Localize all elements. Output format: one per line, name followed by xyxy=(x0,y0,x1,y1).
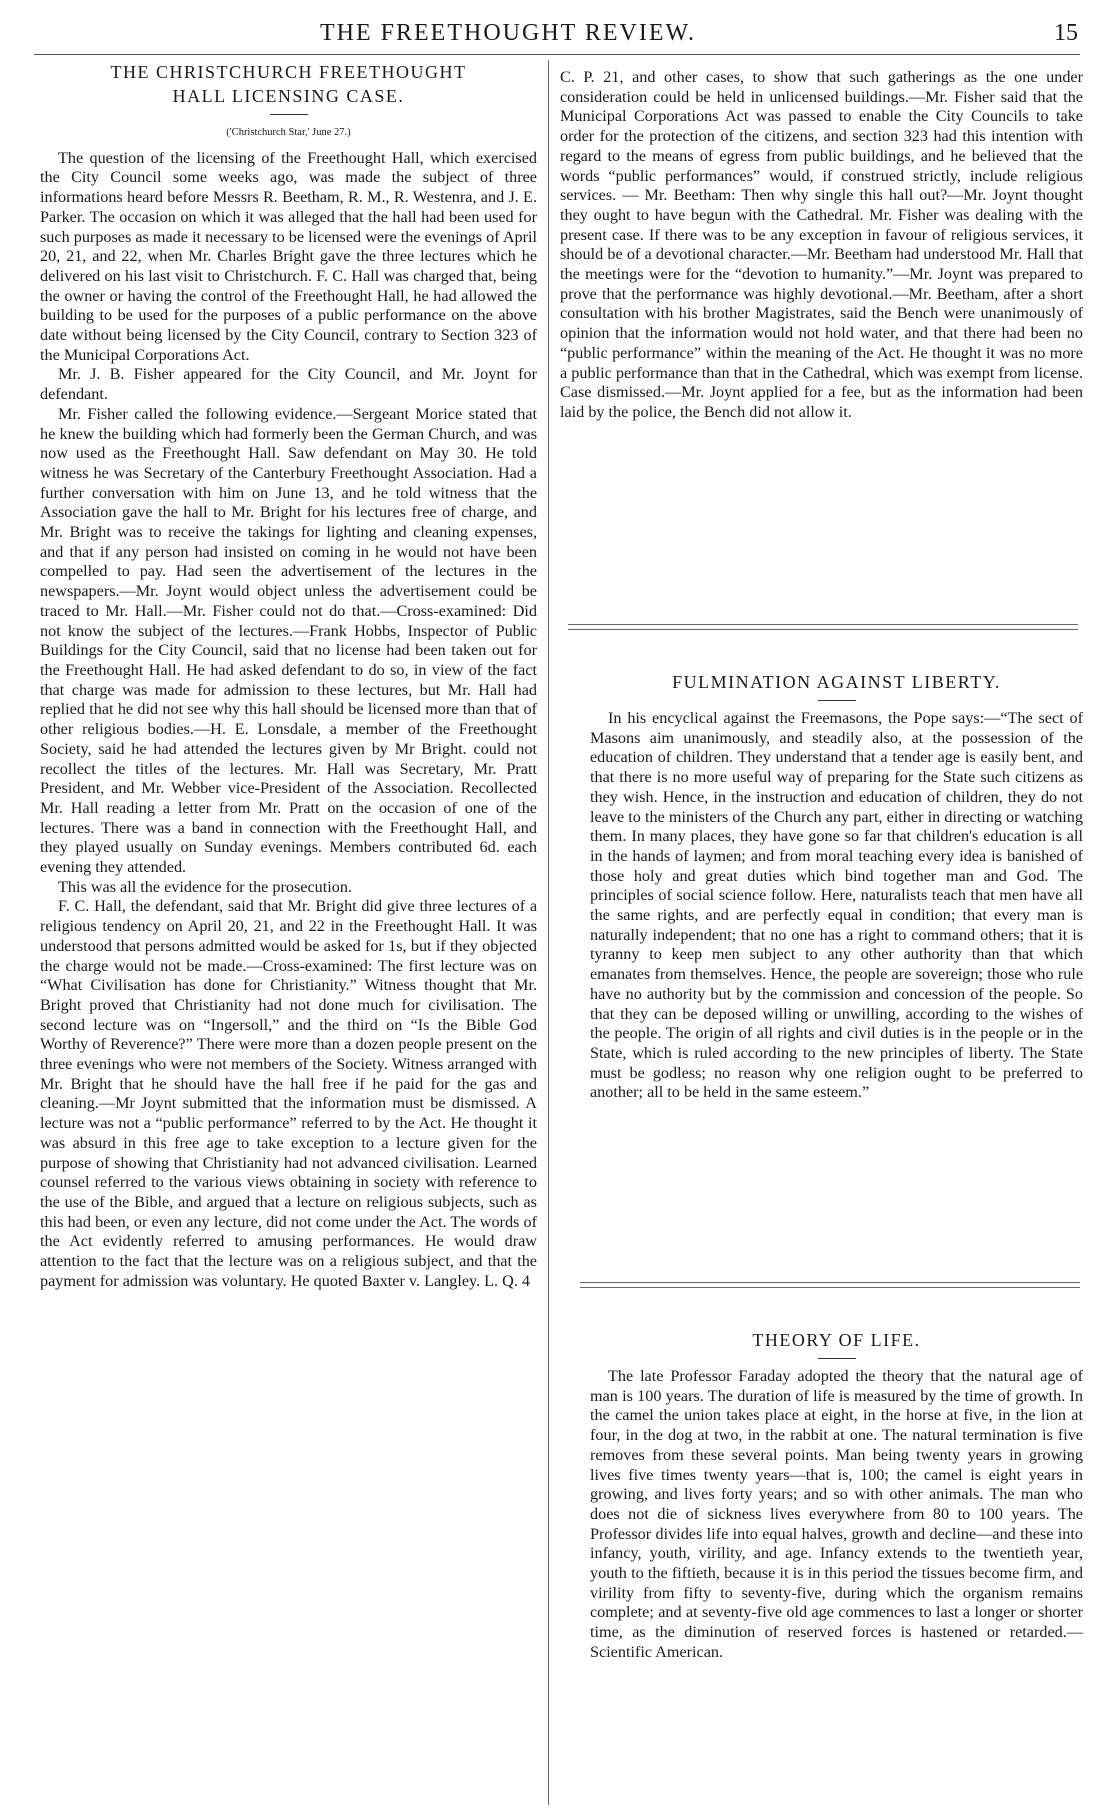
paragraph: In his encyclical against the Freemasons, the Pope says:—“The sect of Masons aim unanimously, and steadily also, at the possession of the education of children. They understand that a tender age is easily bent, and that there is no more useful way of preparing for the State such citizens as they wish. Hence, in the instruction and education of children, they do not leave to the ministers of the Church any part, either in directing or watching them. In many places, they have gone so far that children's education is all in the hands of laymen; and from moral teaching every idea is banished of those holy and great duties which bind together man and God. The principles of social science follow. Here, naturalists teach that men have all the same rights, and are perfectly equal in condition; that every man is naturally independent; that no one has a right to command others; that it is tyranny to keep men subject to any other authority than that which emanates from themselves. Hence, the people are sovereign; those who rule have no authority but by the commission and concession of the people. So that they can be deposed willing or unwilling, according to the wishes of the people. The origin of all rights and civil duties is in the people or in the State, which is ruled according to the new principles of liberty. The State must be godless; no reason why one religion ought to be preferred to another; all to be held in the same esteem.” xyxy=(590,709,1083,1102)
running-header xyxy=(0,20,1114,50)
paragraph: Mr. Fisher called the following evidence.—Sergeant Morice stated that he knew the building which had formerly been the German Church, and was now used as the Freethought Hall. Saw defendant on May 30. He told witness he was Secretary of the Canterbury Freethought Association. Had a further conversation with him on June 13, and he told witness that the Association gave the hall to Mr. Bright for his lectures free of charge, and Mr. Bright was to receive the takings for lighting and cleaning expenses, and that if any person had insisted on coming in he would not have been compelled to pay. Had seen the advertisement of the lectures in the newspapers.—Mr. Joynt would object unless the advertisement could be traced to Mr. Hall.—Mr. Fisher could not do that.—Cross-examined: Did not know the subject of the lectures.—Frank Hobbs, Inspector of Public Buildings for the City Council, said that no license had been taken out for the Freethought Hall. He had asked defendant to do so, in view of the fact that charge was made for admission to these lectures, but Mr. Hall had replied that he did not see why this hall should be licensed more than that of other religious bodies.—H. E. Lonsdale, a member of the Freethought Society, said he had attended the lectures given by Mr Bright. could not recollect the titles of the lectures. Mr. Hall was Secretary, Mr. Pratt President, and Mr. Webber vice-President of the Association. Recollected Mr. Hall reading a letter from Mr. Pratt on the occasion of one of the lectures. There was a band in connection with the Freethought Hall, and they played usually on Sunday evenings. Members contributed 6d. each evening they attended. xyxy=(40,404,537,877)
paragraph: The question of the licensing of the Freethought Hall, which exercised the City Council some weeks ago, was made the subject of three informations heard before Messrs R. Beetham, R. M., R. Westenra, and J. E. Parker. The occasion on which it was alleged that the hall had been used for such purposes as made it necessary to be licensed were the evenings of April 20, 21, and 22, when Mr. Charles Bright gave the three lectures which he delivered on his last visit to Christchurch. F. C. Hall was charged that, being the owner or having the control of the Freethought Hall, he had allowed the building to be used for the purposes of a public performance on the above date without being licensed by the City Council, contrary to Section 323 of the Municipal Corporations Act. xyxy=(40,148,537,364)
title-rule xyxy=(270,114,308,115)
title-rule xyxy=(818,700,856,701)
continuation-paragraph: C. P. 21, and other cases, to show that such gatherings as the one under consideration could be held in unlicensed buildings.—Mr. Fisher said that the Municipal Corporations Act was passed to enable the City Councils to take order for the protection of the citizens, and section 323 had this intention with regard to the means of egress from public buildings, and he believed that the words “public performances” would, if construed strictly, include religious services. — Mr. Beetham: Then why single this hall out?—Mr. Joynt thought they ought to have begun with the Cathedral. Mr. Fisher was dealing with the present case. If there was to be any exception in favour of religious services, it should be of a devotional character.—Mr. Beetham had understood Mr. Hall that the meetings were for the “devotion to humanity.”—Mr. Joynt was prepared to prove that the performance was highly devotional.—Mr. Beetham, after a short consultation with his brother Magistrates, said the Bench were unanimously of opinion that the information would not hold water, and that there had been no “public performance” within the meaning of the Act. He thought it was no more a public performance than that in the Cathedral, which was exempt from license. Case dismissed.—Mr. Joynt applied for a fee, but as the information had been laid by the police, the Bench did not allow it. xyxy=(560,68,1083,421)
title-rule xyxy=(818,1358,856,1359)
article-licensing-title-line2: HALL LICENSING CASE. xyxy=(172,86,405,106)
column-divider xyxy=(548,60,549,1805)
article-fulmination-title: FULMINATION AGAINST LIBERTY. xyxy=(672,672,1001,692)
article-continuation xyxy=(560,68,1083,423)
article-source: ('Christchurch Star,' June 27.) xyxy=(226,127,351,138)
publication-title: THE FREETHOUGHT REVIEW. xyxy=(320,20,696,46)
page-number: 15 xyxy=(1054,20,1078,46)
paragraph: Mr. J. B. Fisher appeared for the City Council, and Mr. Joynt for defendant. xyxy=(40,365,537,404)
article-theory-of-life xyxy=(590,1328,1083,1663)
section-divider xyxy=(568,624,1078,630)
article-licensing-title-line1: THE CHRISTCHURCH FREETHOUGHT xyxy=(110,62,467,82)
paragraph: The late Professor Faraday adopted the theory that the natural age of man is 100 years. The duration of life is measured by the time of growth. In the camel the union takes place at eight, in the horse at five, in the lion at four, in the dog at two, in the rabbit at one. The natural termination is five removes from these several points. Man being twenty years in growing lives five times twenty years—that is, 100; the camel is eight years in growing, and lives forty years; and so with other animals. The man who does not die of sickness lives everywhere from 80 to 100 years. The Professor divides life into equal halves, growth and decline—and these into infancy, youth, virility, and age. Infancy extends to the twentieth year, youth to the fiftieth, because it is in this period the tissues become firm, and virility from fifty to seventy-five, during which the organism remains complete; and at seventy-five old age commences to last a longer or shorter time, as the diminution of reserved forces is hastened or retarded.—Scientific American. xyxy=(590,1367,1083,1661)
header-rule xyxy=(34,54,1080,55)
article-licensing-title xyxy=(40,60,537,108)
article-fulmination xyxy=(590,670,1083,1103)
section-divider xyxy=(580,1282,1080,1288)
paragraph: This was all the evidence for the prosecution. xyxy=(58,877,352,896)
paragraph: F. C. Hall, the defendant, said that Mr. Bright did give three lectures of a religious tendency on April 20, 21, and 22 in the Freethought Hall. It was understood that persons admitted would be asked for 1s, but if they objected the charge would not be made.—Cross-examined: The first lecture was on “What Civilisation has done for Christianity.” Witness thought that Mr. Bright proved that Christianity had not done much for civilisation. The second lecture was on “Ingersoll,” and the third on “Is the Bible God Worthy of Reverence?” There were more than a dozen people present on the three evenings who were not members of the Society. Witness arranged with Mr. Bright that he should have the hall free if he paid for the gas and cleaning.—Mr Joynt submitted that the information must be dismissed. A lecture was not a “public performance” referred to by the Act. He thought it was absurd in this free age to take exception to a lecture given for the purpose of showing that Christianity had not advanced civilisation. Learned counsel referred to the various views obtaining in society with reference to the use of the Bible, and argued that a lecture on religious subjects, such as this had been, or even any lecture, did not come under the Act. The words of the Act evidently referred to amusing performances. He would draw attention to the fact that the lecture was on a religious subject, and that the payment for admission was voluntary. He quoted Baxter v. Langley. L. Q. 4 xyxy=(40,897,537,1290)
left-column xyxy=(40,60,537,1291)
article-theory-title: THEORY OF LIFE. xyxy=(752,1330,921,1350)
